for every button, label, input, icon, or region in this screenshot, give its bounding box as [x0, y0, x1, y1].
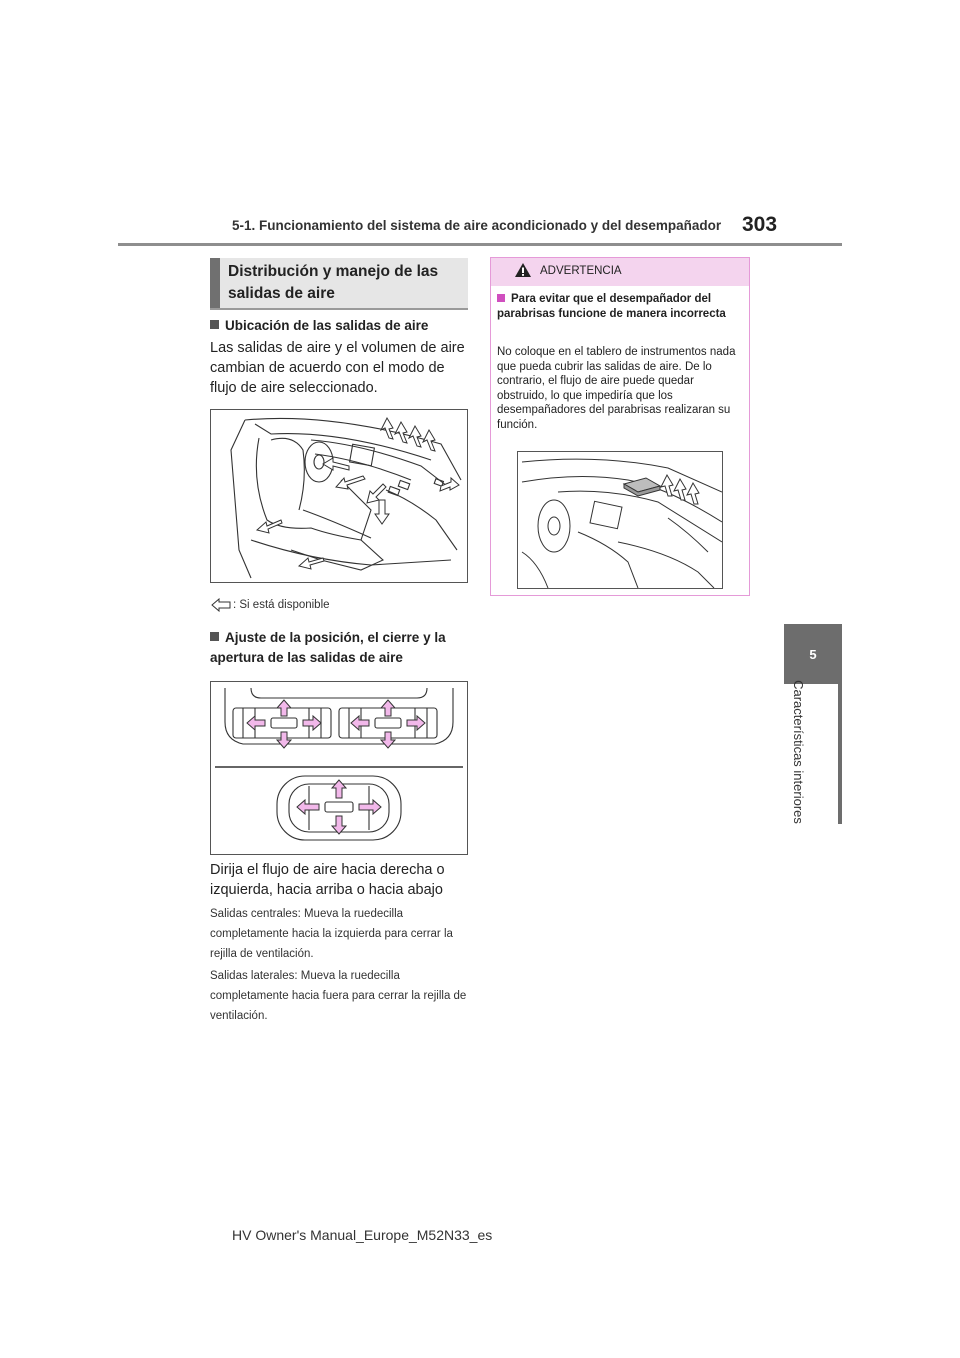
warning-subheading: Para evitar que el desempañador del parabrisas funcione de manera incorrecta	[497, 293, 726, 320]
warning-text: No coloque en el tablero de instrumentos nada que pueda cubrir las salidas de aire. De lo contrario, el flujo de aire puede quedar obstruido, lo que impediría que los desempañadores del parabrisas realizaran su función.	[497, 346, 736, 431]
location-heading: Ubicación de las salidas de aire	[210, 316, 470, 336]
optional-legend	[211, 598, 330, 612]
chapter-title: 5-1. Funcionamiento del sistema de aire acondicionado y del desempañador	[232, 218, 722, 233]
adjust-text: Dirija el flujo de aire hacia derecha o izquierda, hacia arriba o hacia abajo	[210, 862, 445, 898]
square-bullet-icon	[210, 632, 219, 641]
vent-adjustment-illustration	[210, 681, 468, 855]
location-text: Las salidas de aire y el volumen de aire cambian de acuerdo con el modo de flujo de aire seleccionado.	[210, 340, 465, 396]
square-bullet-icon	[210, 320, 219, 329]
side-vent-note: Salidas laterales: Mueva la ruedecilla completamente hacia fuera para cerrar la rejilla de ventilación.	[210, 970, 467, 1022]
adjust-heading: Ajuste de la posición, el cierre y la apertura de las salidas de aire	[210, 630, 446, 665]
center-vent-note: Salidas centrales: Mueva la ruedecilla completamente hacia la izquierda para cerrar la rejilla de ventilación.	[210, 908, 453, 960]
chapter-tab-number: 5	[809, 646, 817, 662]
page-number: 303	[742, 213, 778, 236]
section-title-underline	[210, 308, 468, 310]
chapter-tab-strip	[838, 684, 842, 824]
footer-text: HV Owner's Manual_Europe_M52N33_es	[232, 1227, 493, 1243]
cabin-outlets-illustration	[210, 409, 468, 583]
square-bullet-icon	[497, 294, 505, 302]
arrow-outline-icon	[211, 598, 231, 612]
header-rule	[118, 243, 842, 246]
chapter-tab-label: Características interiores	[791, 680, 806, 824]
obstructed-defroster-illustration	[517, 451, 723, 589]
optional-legend-text: : Si está disponible	[233, 599, 330, 611]
warning-title: ADVERTENCIA	[540, 265, 622, 277]
section-title: Distribución y manejo de las salidas de aire	[210, 258, 468, 308]
warning-triangle-icon	[514, 262, 532, 278]
